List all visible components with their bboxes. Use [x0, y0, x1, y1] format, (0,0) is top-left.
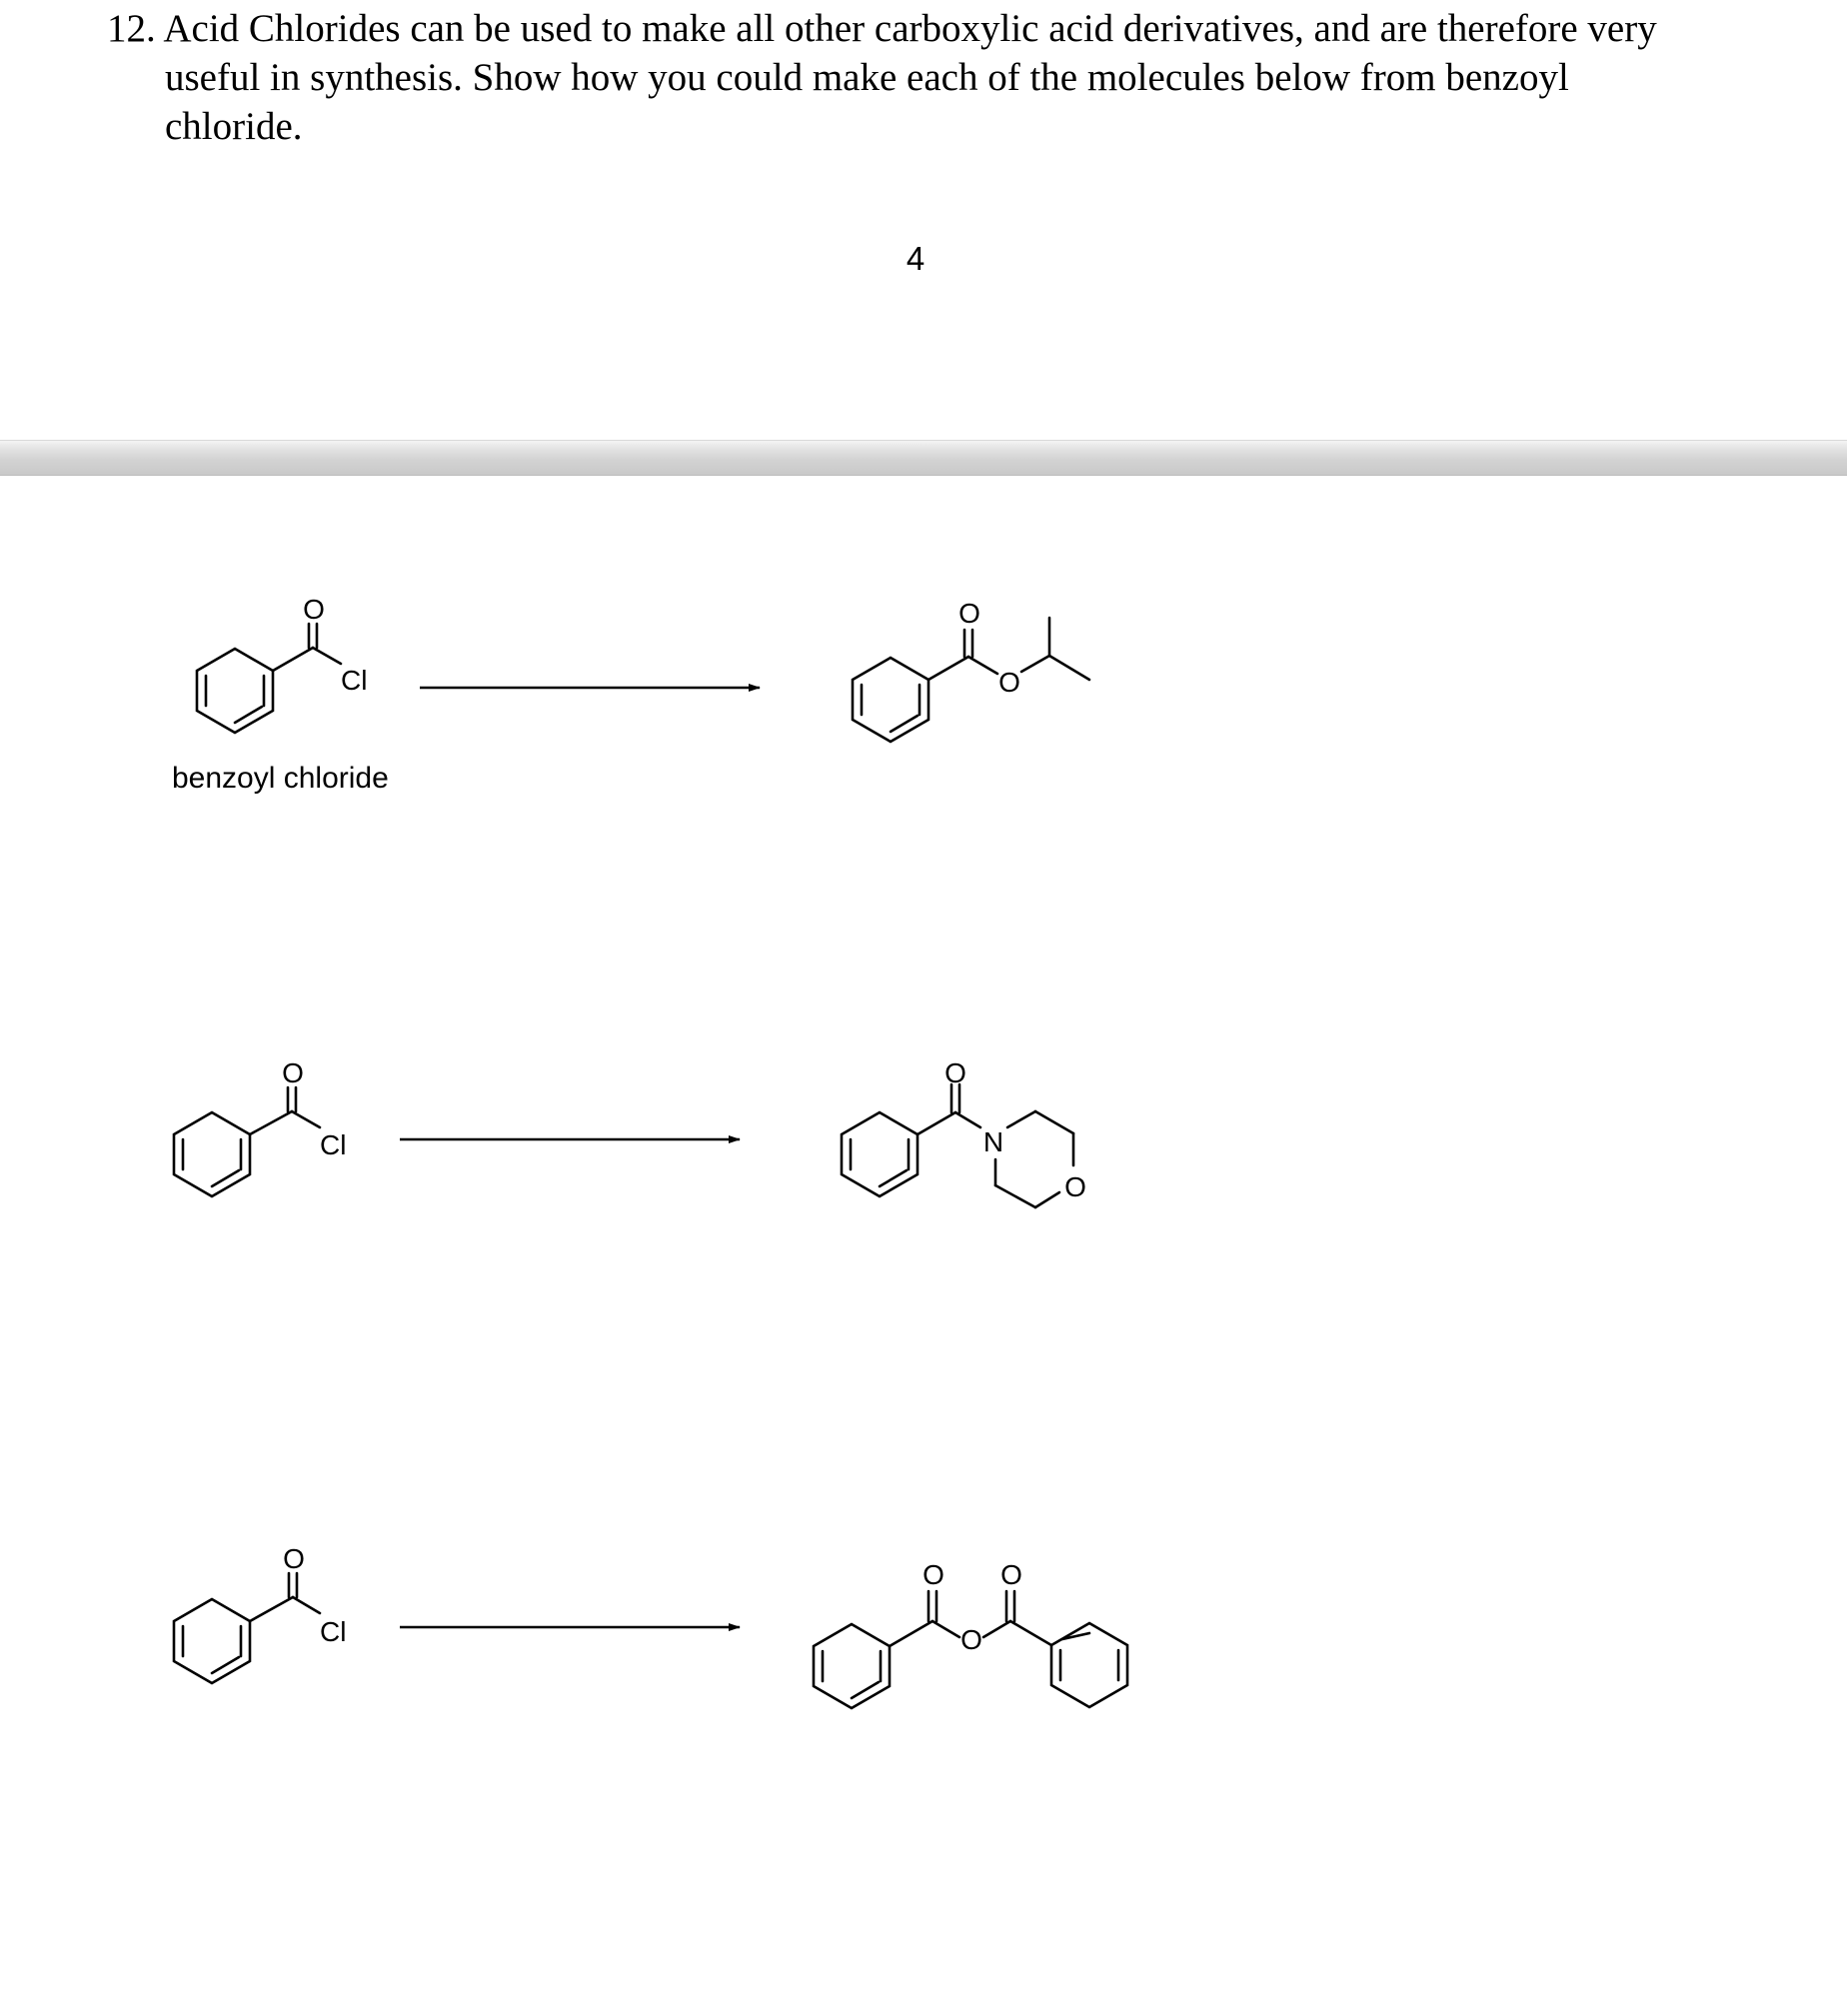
question-line-1: 12. Acid Chlorides can be used to make all other carboxylic acid derivatives, and are therefore very: [107, 7, 1657, 50]
starting-material-label: benzoyl chloride: [172, 762, 389, 795]
reaction-3-product-right-carbonyl-oxygen: O: [1000, 1559, 1022, 1590]
reaction-1: [172, 594, 1089, 795]
reaction-2-product-morpholine-amide: [842, 1057, 1086, 1207]
reaction-3-reactant-chlorine: Cl: [320, 1616, 347, 1647]
reaction-2-product-carbonyl-oxygen: O: [944, 1057, 966, 1088]
reaction-1-product-isopropyl-benzoate: [853, 598, 1089, 742]
question-line-2: useful in synthesis. Show how you could make each of the molecules below from benzoyl: [165, 56, 1569, 99]
reaction-1-reactant-chlorine: Cl: [341, 665, 368, 696]
reaction-2-product-ring-oxygen: O: [1064, 1171, 1086, 1202]
reaction-2-reactant-chlorine: Cl: [320, 1129, 347, 1160]
reaction-3: [174, 1543, 1127, 1708]
reaction-3-reactant-carbonyl-oxygen: O: [283, 1543, 305, 1574]
reaction-2: [174, 1057, 1086, 1207]
reaction-3-product-bridging-oxygen: O: [960, 1624, 982, 1655]
reaction-1-product-carbonyl-oxygen: O: [958, 598, 980, 629]
question-line-3: chloride.: [165, 105, 303, 148]
reaction-3-product-benzoic-anhydride: [814, 1559, 1127, 1708]
reaction-3-product-left-carbonyl-oxygen: O: [923, 1559, 944, 1590]
reaction-1-product-ester-oxygen: O: [998, 667, 1020, 698]
page-number: 4: [906, 240, 925, 277]
reaction-2-reactant-benzoyl-chloride: [174, 1057, 346, 1196]
reaction-2-product-nitrogen: N: [982, 1126, 1004, 1157]
reaction-1-reactant-benzoyl-chloride: [197, 594, 367, 733]
reaction-1-reactant-carbonyl-oxygen: O: [303, 594, 325, 625]
reaction-2-reactant-carbonyl-oxygen: O: [282, 1057, 304, 1088]
reaction-3-reactant-benzoyl-chloride: [174, 1543, 346, 1683]
